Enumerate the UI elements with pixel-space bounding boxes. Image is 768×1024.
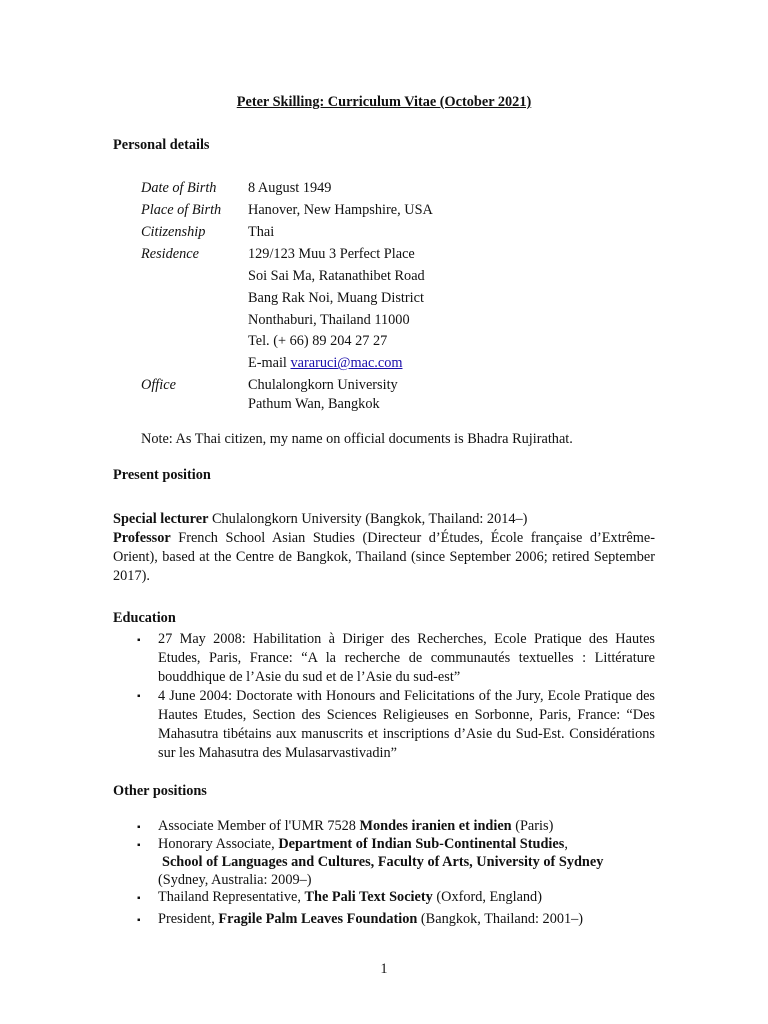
education-item: 4 June 2004: Doctorate with Honours and Felicitations of the Jury, Ecole Pratique des Hautes Etudes, Section des Sciences Religieuses en Sorbonne, Paris, France: “Des Mahasutra tibétains aux manuscrits et inscriptions d’Asie du Sud-Est. Considérations sur les Mahasutra des Mulasarvastivadin” xyxy=(158,688,655,761)
dob-label: Date of Birth xyxy=(141,180,217,196)
personal-details-heading: Personal details xyxy=(113,137,210,153)
citizenship-label: Citizenship xyxy=(141,224,206,240)
residence-label: Residence xyxy=(141,246,199,262)
bullet: ▪ xyxy=(137,840,141,851)
bullet: ▪ xyxy=(137,915,141,926)
bullet: ▪ xyxy=(137,635,141,646)
residence-line: Nonthaburi, Thailand 11000 xyxy=(248,312,410,328)
special-lecturer-entry: Special lecturer Chulalongkorn University (Bangkok, Thailand: 2014–) xyxy=(113,511,528,527)
bullet: ▪ xyxy=(137,691,141,702)
residence-line: Bang Rak Noi, Muang District xyxy=(248,290,424,306)
position-item-continuation: (Sydney, Australia: 2009–) xyxy=(158,872,312,888)
page-number: 1 xyxy=(380,961,388,977)
position-item-continuation: School of Languages and Cultures, Faculty of Arts, University of Sydney xyxy=(162,854,604,870)
bullet: ▪ xyxy=(137,893,141,904)
citizenship-note: Note: As Thai citizen, my name on official documents is Bhadra Rujirathat. xyxy=(141,431,573,447)
position-item: Honorary Associate, Department of Indian Sub-Continental Studies, xyxy=(158,836,568,852)
office-label: Office xyxy=(141,377,176,393)
document-title: Peter Skilling: Curriculum Vitae (October 2021) xyxy=(236,94,532,110)
residence-line: Soi Sai Ma, Ratanathibet Road xyxy=(248,268,425,284)
pob-value: Hanover, New Hampshire, USA xyxy=(248,202,433,218)
office-line: Pathum Wan, Bangkok xyxy=(248,396,380,412)
email-link[interactable]: vararuci@mac.com xyxy=(290,355,403,371)
office-line: Chulalongkorn University xyxy=(248,377,398,393)
education-item: 27 May 2008: Habilitation à Diriger des Recherches, Ecole Pratique des Hautes Etudes, Paris, France: “A la recherche de communautés textuelles : Littérature bouddhique de l’Asie du sud et de l’Asie du sud-est” xyxy=(158,631,655,685)
phone-line: Tel. (+ 66) 89 204 27 27 xyxy=(248,333,388,349)
position-item: Associate Member of l'UMR 7528 Mondes iranien et indien (Paris) xyxy=(158,818,554,834)
position-item: Thailand Representative, The Pali Text Society (Oxford, England) xyxy=(158,889,542,905)
education-heading: Education xyxy=(113,610,176,626)
other-positions-heading: Other positions xyxy=(113,783,207,799)
dob-value: 8 August 1949 xyxy=(248,180,332,196)
pob-label: Place of Birth xyxy=(141,202,222,218)
bullet: ▪ xyxy=(137,822,141,833)
professor-entry: Professor French School Asian Studies (Directeur d’Études, École française d’Extrême-Orient), based at the Centre de Bangkok, Thailand (since September 2006; retired September 2017). xyxy=(113,530,655,584)
email-label: E-mail xyxy=(248,355,287,371)
email-line xyxy=(248,355,402,372)
citizenship-value: Thai xyxy=(248,224,275,240)
present-position-heading: Present position xyxy=(113,467,211,483)
position-item: President, Fragile Palm Leaves Foundation (Bangkok, Thailand: 2001–) xyxy=(158,911,584,927)
residence-line: 129/123 Muu 3 Perfect Place xyxy=(248,246,415,262)
